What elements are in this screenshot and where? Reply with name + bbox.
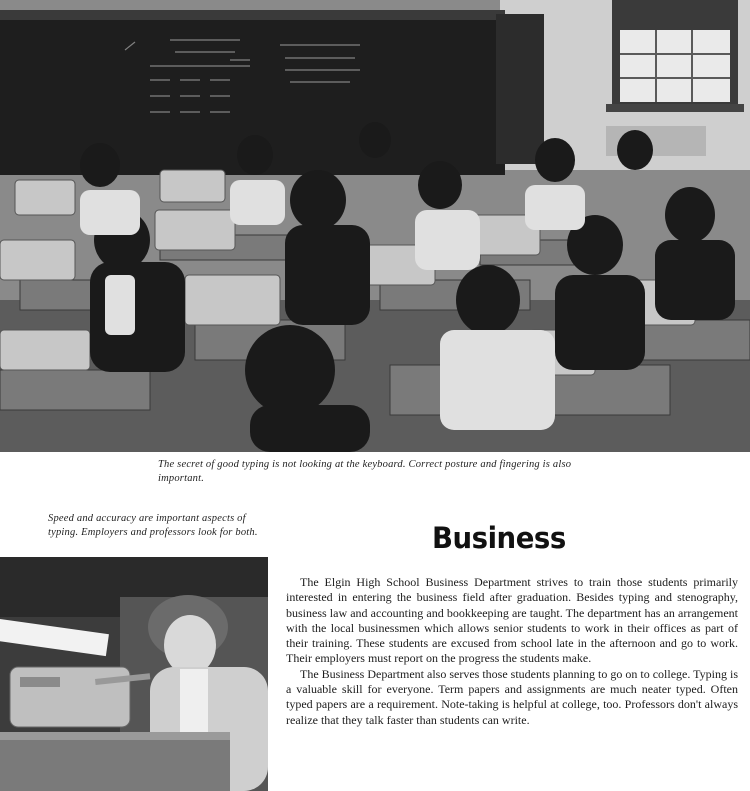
section-body xyxy=(286,575,738,728)
top-photo-caption: The secret of good typing is not looking at the keyboard. Correct posture and fingering is also important. xyxy=(158,459,572,484)
body-paragraph: The Elgin High School Business Department strives to train those students primarily interested in entering the business field after graduation. Besides typing and stenography, business law and accounting and bookkeeping are taught. The department has an arrangement with the local businessmen which allows senior students to work in their offices as part of their training. These students are excused from school late in the afternoon and go to work. Their employers must report on the progress the students make. xyxy=(286,575,738,666)
body-paragraph: The Business Department also serves those students planning to go on to college. Typing is a valuable skill for everyone. Term papers and assignments are much neater typed. Often typed papers are a requirement. Note-taking is helpful at college, too. Professors don't always realize that they talk faster than students can write. xyxy=(286,666,738,727)
student-at-typewriter-photo xyxy=(0,557,268,791)
section-title: Business xyxy=(432,521,566,555)
side-photo-caption: Speed and accuracy are important aspects of typing. Employers and professors look for both. xyxy=(48,513,258,538)
